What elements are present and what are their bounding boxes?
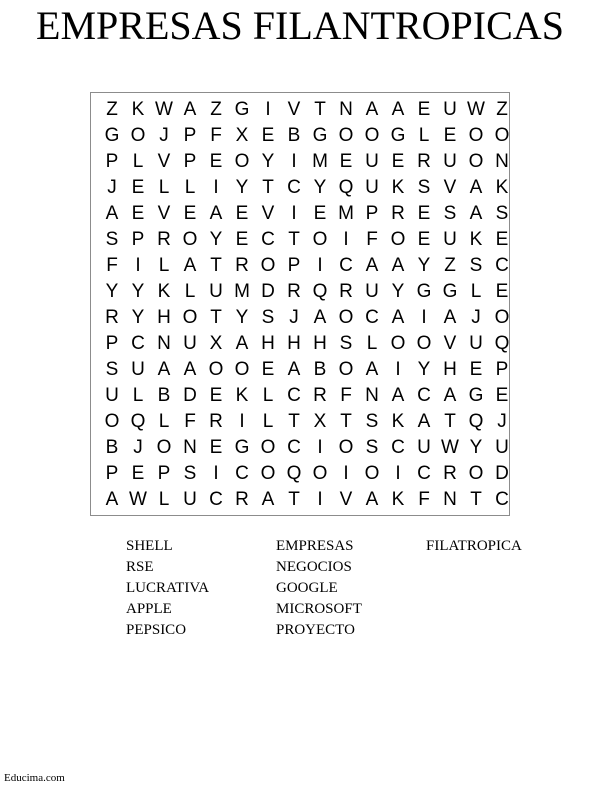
grid-letter: O	[208, 359, 224, 380]
grid-letter: S	[495, 203, 509, 224]
grid-letter: J	[471, 307, 481, 328]
grid-letter: U	[443, 229, 457, 250]
grid-letter: O	[156, 437, 172, 458]
grid-letter: O	[390, 333, 406, 354]
grid-letter: S	[183, 463, 197, 484]
grid-letter: L	[132, 385, 144, 406]
grid-letter: Y	[391, 281, 405, 302]
grid-letter: V	[157, 203, 171, 224]
grid-letter: A	[391, 307, 405, 328]
grid-letter: P	[105, 463, 119, 484]
grid-letter: R	[339, 281, 353, 302]
grid-letter: G	[104, 125, 120, 146]
grid-letter: N	[443, 489, 457, 510]
word-list-item: GOOGLE	[276, 580, 338, 596]
grid-letter: C	[261, 229, 275, 250]
grid-letter: P	[365, 203, 379, 224]
grid-letter: A	[235, 333, 249, 354]
grid-letter: O	[494, 307, 510, 328]
grid-letter: A	[365, 489, 379, 510]
word-list-item: LUCRATIVA	[126, 580, 210, 596]
grid-letter: O	[260, 463, 276, 484]
grid-letter: L	[158, 255, 170, 276]
grid-letter: J	[159, 125, 169, 146]
grid-letter: A	[183, 359, 197, 380]
grid-letter: E	[443, 125, 457, 146]
grid-letter: I	[265, 99, 271, 120]
grid-letter: A	[183, 99, 197, 120]
grid-letter: A	[391, 99, 405, 120]
grid-letter: J	[289, 307, 299, 328]
grid-letter: U	[183, 489, 197, 510]
grid-letter: E	[313, 203, 327, 224]
grid-letter: C	[287, 385, 301, 406]
grid-letter: Y	[417, 359, 431, 380]
grid-letter: E	[209, 385, 223, 406]
grid-letter: R	[235, 489, 249, 510]
grid-letter: Y	[131, 281, 145, 302]
grid-letter: C	[365, 307, 379, 328]
grid-letter: T	[288, 489, 300, 510]
grid-letter: P	[131, 229, 145, 250]
grid-letter: A	[443, 307, 457, 328]
grid-letter: Y	[417, 255, 431, 276]
grid-letter: T	[210, 307, 222, 328]
grid-letter: R	[235, 255, 249, 276]
grid-letter: T	[210, 255, 222, 276]
grid-letter: O	[364, 463, 380, 484]
grid-letter: S	[105, 229, 119, 250]
grid-letter: U	[365, 177, 379, 198]
grid-letter: A	[391, 385, 405, 406]
grid-letter: H	[313, 333, 327, 354]
grid-letter: Y	[105, 281, 119, 302]
word-list-item: NEGOCIOS	[276, 559, 352, 575]
grid-letter: N	[365, 385, 379, 406]
grid-letter: M	[312, 151, 328, 172]
grid-letter: I	[135, 255, 141, 276]
grid-letter: I	[395, 463, 401, 484]
grid-letter: R	[157, 229, 171, 250]
grid-letter: X	[235, 125, 249, 146]
grid-letter: A	[313, 307, 327, 328]
grid-letter: N	[495, 151, 509, 172]
grid-letter: A	[287, 359, 301, 380]
grid-letter: A	[157, 359, 171, 380]
grid-letter: T	[262, 177, 274, 198]
grid-letter: U	[131, 359, 145, 380]
word-list-column-1	[126, 536, 209, 641]
grid-letter: O	[182, 307, 198, 328]
grid-letter: C	[209, 489, 223, 510]
grid-letter: R	[313, 385, 327, 406]
grid-letter: J	[133, 437, 143, 458]
grid-letter: K	[131, 99, 145, 120]
word-list-item: PEPSICO	[126, 622, 187, 638]
grid-letter: D	[261, 281, 275, 302]
grid-letter: E	[183, 203, 197, 224]
grid-letter: A	[443, 385, 457, 406]
grid-letter: S	[261, 307, 275, 328]
grid-letter: Y	[209, 229, 223, 250]
grid-letter: O	[338, 359, 354, 380]
grid-letter: T	[470, 489, 482, 510]
grid-letter: C	[417, 463, 431, 484]
grid-letter: U	[105, 385, 119, 406]
grid-letter: K	[391, 177, 405, 198]
grid-letter: A	[469, 177, 483, 198]
word-list-item: RSE	[126, 559, 154, 575]
grid-letter: W	[441, 437, 459, 458]
grid-letter: Z	[496, 99, 508, 120]
grid-letter: E	[339, 151, 353, 172]
grid-letter: I	[421, 307, 427, 328]
grid-letter: T	[288, 411, 300, 432]
grid-letter: O	[234, 151, 250, 172]
grid-letter: Y	[235, 307, 249, 328]
grid-letter: A	[105, 489, 119, 510]
grid-letter: Y	[313, 177, 327, 198]
grid-letter: C	[287, 437, 301, 458]
grid-letter: Q	[468, 411, 484, 432]
grid-letter: T	[340, 411, 352, 432]
grid-letter: I	[343, 229, 349, 250]
grid-letter: Y	[235, 177, 249, 198]
grid-letter: T	[288, 229, 300, 250]
grid-letter: V	[287, 99, 301, 120]
grid-letter: I	[395, 359, 401, 380]
grid-letter: U	[183, 333, 197, 354]
grid-letter: O	[364, 125, 380, 146]
grid-letter: G	[442, 281, 458, 302]
grid-letter: W	[467, 99, 485, 120]
grid-letter: E	[261, 359, 275, 380]
grid-letter: O	[260, 437, 276, 458]
grid-letter: U	[417, 437, 431, 458]
grid-letter: L	[158, 489, 170, 510]
grid-letter: Y	[261, 151, 275, 172]
grid-letter: S	[365, 411, 379, 432]
grid-letter: W	[155, 99, 173, 120]
grid-letter: Z	[106, 99, 118, 120]
grid-letter: B	[105, 437, 119, 458]
grid-letter: K	[391, 489, 405, 510]
grid-letter: O	[416, 333, 432, 354]
grid-letter: O	[468, 463, 484, 484]
grid-letter: L	[184, 281, 196, 302]
grid-letter: P	[157, 463, 171, 484]
grid-letter: F	[340, 385, 352, 406]
grid-letter: E	[209, 151, 223, 172]
grid-letter: I	[213, 177, 219, 198]
grid-letter: S	[365, 437, 379, 458]
grid-letter: G	[234, 99, 250, 120]
grid-letter: C	[391, 437, 405, 458]
grid-letter: E	[131, 463, 145, 484]
grid-letter: O	[312, 463, 328, 484]
grid-letter: O	[494, 125, 510, 146]
grid-letter: V	[443, 177, 457, 198]
grid-letter: P	[105, 333, 119, 354]
grid-letter: R	[287, 281, 301, 302]
footer-credit: Educima.com	[4, 772, 65, 784]
grid-letter: I	[343, 463, 349, 484]
grid-letter: J	[497, 411, 507, 432]
grid-letter: N	[157, 333, 171, 354]
grid-letter: B	[287, 125, 301, 146]
grid-letter: H	[261, 333, 275, 354]
grid-letter: K	[391, 411, 405, 432]
grid-letter: M	[338, 203, 354, 224]
grid-letter: J	[107, 177, 117, 198]
grid-letter: Q	[338, 177, 354, 198]
grid-letter: A	[469, 203, 483, 224]
grid-letter: S	[417, 177, 431, 198]
grid-letter: E	[235, 203, 249, 224]
grid-letter: R	[417, 151, 431, 172]
grid-letter: U	[209, 281, 223, 302]
grid-letter: F	[184, 411, 196, 432]
grid-letter: X	[313, 411, 327, 432]
grid-letter: W	[129, 489, 147, 510]
grid-letter: P	[495, 359, 509, 380]
grid-letter: O	[130, 125, 146, 146]
grid-letter: E	[131, 177, 145, 198]
word-list-item: PROYECTO	[276, 622, 355, 638]
grid-letter: E	[209, 437, 223, 458]
grid-letter: C	[417, 385, 431, 406]
grid-letter: L	[262, 385, 274, 406]
grid-letter: V	[261, 203, 275, 224]
grid-letter: G	[468, 385, 484, 406]
grid-letter: P	[183, 151, 197, 172]
grid-letter: U	[443, 99, 457, 120]
grid-letter: P	[105, 151, 119, 172]
grid-letter: A	[417, 411, 431, 432]
grid-letter: D	[495, 463, 509, 484]
grid-letter: E	[417, 229, 431, 250]
grid-letter: E	[495, 281, 509, 302]
grid-letter: A	[261, 489, 275, 510]
grid-letter: T	[314, 99, 326, 120]
grid-letter: H	[157, 307, 171, 328]
grid-letter: S	[339, 333, 353, 354]
grid-letter: L	[366, 333, 378, 354]
grid-letter: E	[495, 385, 509, 406]
grid-letter: S	[105, 359, 119, 380]
grid-letter: Q	[494, 333, 510, 354]
page-title: EMPRESAS FILANTROPICAS	[36, 3, 564, 48]
grid-letter: O	[390, 229, 406, 250]
word-list-item: APPLE	[126, 601, 172, 617]
grid-letter: Z	[444, 255, 456, 276]
grid-letter: P	[183, 125, 197, 146]
grid-letter: X	[209, 333, 223, 354]
grid-letter: Q	[286, 463, 302, 484]
grid-letter: D	[183, 385, 197, 406]
grid-letter: U	[365, 151, 379, 172]
grid-letter: F	[366, 229, 378, 250]
grid-letter: A	[365, 359, 379, 380]
grid-letter: O	[468, 125, 484, 146]
grid-letter: I	[239, 411, 245, 432]
grid-letter: C	[235, 463, 249, 484]
grid-letter: R	[391, 203, 405, 224]
grid-letter: P	[287, 255, 301, 276]
grid-letter: O	[312, 229, 328, 250]
letter-grid	[90, 92, 510, 516]
grid-letter: A	[365, 255, 379, 276]
grid-letter: I	[317, 489, 323, 510]
word-list-item: SHELL	[126, 538, 173, 554]
grid-letter: A	[105, 203, 119, 224]
grid-letter: B	[313, 359, 327, 380]
grid-letter: E	[417, 99, 431, 120]
grid-letter: I	[317, 437, 323, 458]
grid-letter: G	[390, 125, 406, 146]
grid-letter: T	[444, 411, 456, 432]
grid-letter: E	[261, 125, 275, 146]
grid-letter: Q	[130, 411, 146, 432]
word-list-column-3	[426, 536, 522, 557]
grid-letter: C	[287, 177, 301, 198]
grid-letter: K	[495, 177, 509, 198]
grid-letter: L	[470, 281, 482, 302]
grid-letter: M	[234, 281, 250, 302]
grid-letter: E	[469, 359, 483, 380]
grid-letter: O	[104, 411, 120, 432]
grid-letter: Y	[469, 437, 483, 458]
grid-letter: L	[418, 125, 430, 146]
grid-letter: F	[418, 489, 430, 510]
grid-letter: C	[131, 333, 145, 354]
grid-letter: V	[443, 333, 457, 354]
grid-letter: A	[209, 203, 223, 224]
grid-letter: N	[339, 99, 353, 120]
grid-letter: I	[291, 151, 297, 172]
grid-letter: I	[213, 463, 219, 484]
grid-letter: O	[234, 359, 250, 380]
grid-letter: H	[443, 359, 457, 380]
grid-letter: B	[157, 385, 171, 406]
grid-letter: U	[443, 151, 457, 172]
grid-letter: L	[262, 411, 274, 432]
grid-letter: G	[312, 125, 328, 146]
grid-letter: G	[416, 281, 432, 302]
grid-letter: E	[235, 229, 249, 250]
grid-letter: L	[158, 177, 170, 198]
word-list-item: MICROSOFT	[276, 601, 362, 617]
grid-letter: K	[235, 385, 249, 406]
grid-letter: A	[183, 255, 197, 276]
grid-letter: S	[443, 203, 457, 224]
grid-letter: O	[338, 125, 354, 146]
grid-letter: V	[339, 489, 353, 510]
grid-letter: A	[391, 255, 405, 276]
grid-letter: N	[183, 437, 197, 458]
grid-letter: L	[184, 177, 196, 198]
grid-letter: A	[365, 99, 379, 120]
grid-letter: F	[106, 255, 118, 276]
grid-letter: E	[131, 203, 145, 224]
grid-letter: O	[338, 437, 354, 458]
grid-letter: R	[105, 307, 119, 328]
grid-letter: L	[132, 151, 144, 172]
grid-letter: R	[209, 411, 223, 432]
grid-letter: I	[317, 255, 323, 276]
grid-letter: H	[287, 333, 301, 354]
grid-letter: O	[468, 151, 484, 172]
grid-letter: O	[182, 229, 198, 250]
grid-letter: Z	[210, 99, 222, 120]
grid-letter: Y	[131, 307, 145, 328]
word-list-item: FILATROPICA	[426, 538, 522, 554]
grid-letter: S	[469, 255, 483, 276]
word-list-item: EMPRESAS	[276, 538, 354, 554]
grid-letter: E	[495, 229, 509, 250]
grid-letter: C	[495, 489, 509, 510]
grid-letter: K	[469, 229, 483, 250]
grid-letter: O	[338, 307, 354, 328]
grid-letter: L	[158, 411, 170, 432]
grid-letter: C	[495, 255, 509, 276]
grid-letter: I	[291, 203, 297, 224]
word-list-column-2	[276, 536, 362, 641]
grid-letter: G	[234, 437, 250, 458]
grid-letter: C	[339, 255, 353, 276]
grid-letter: U	[469, 333, 483, 354]
grid-letter: E	[391, 151, 405, 172]
grid-letter: R	[443, 463, 457, 484]
grid-letter: U	[495, 437, 509, 458]
grid-letter: F	[210, 125, 222, 146]
grid-letter: Q	[312, 281, 328, 302]
grid-letter: O	[260, 255, 276, 276]
grid-letter: K	[157, 281, 171, 302]
grid-letter: V	[157, 151, 171, 172]
grid-letter: E	[417, 203, 431, 224]
grid-letter: U	[365, 281, 379, 302]
